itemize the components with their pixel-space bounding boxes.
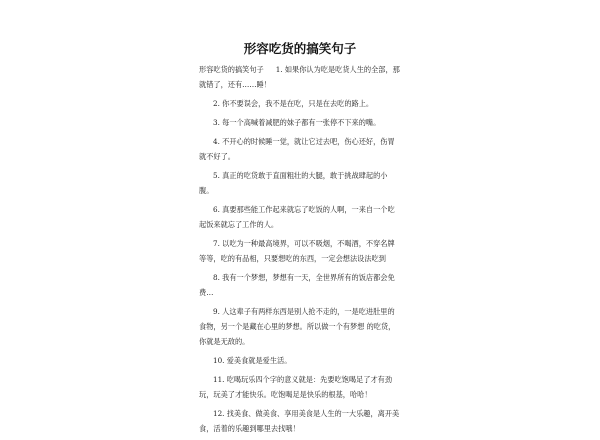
item-1-text: 1. 如果你认为吃是吃货人生的全部，那就错了，还有……睡！ bbox=[199, 65, 400, 89]
paragraph-11: 11. 吃喝玩乐四个字的意义就是：先要吃饱喝足了才有劲玩，玩美了才能快乐。吃饱喝足是快乐的根基，哈哈！ bbox=[199, 375, 393, 399]
paragraph-8: 8. 我有一个梦想，梦想有一天，全世界所有的饭店都会免费… bbox=[199, 273, 395, 297]
paragraph-3: 3. 每一个高喊着减肥的妹子都有一张停不下来的嘴。 bbox=[213, 118, 381, 127]
paragraph-9: 9. 人这辈子有两样东西是别人抢不走的，一是吃进肚里的食物，另一个是藏在心里的梦想。所以做一个有梦想 的吃货，你就是无敌的。 bbox=[199, 307, 396, 346]
paragraph-7: 7. 以吃为一种最高境界，可以不吸烟，不喝酒，不穿名牌等等，吃的有品相，只要想吃的东西，一定会想法设法吃到 bbox=[199, 239, 395, 263]
paragraph-6: 6. 真要那些能工作起来就忘了吃饭的人啊，一来自一个吃起饭来就忘了工作的人。 bbox=[199, 205, 395, 229]
paragraph-4: 4. 不开心的时候睡一觉，就让它过去吧，伤心还好，伤胃就不好了。 bbox=[199, 137, 395, 161]
paragraph-12: 12. 找美食、做美食、享用美食是人生的一大乐趣，离开美食，活着的乐趣到哪里去找哦！ bbox=[199, 409, 400, 433]
document-title: 形容吃货的搞笑句子 bbox=[243, 41, 357, 56]
paragraph-1 bbox=[199, 62, 401, 92]
document-body bbox=[199, 62, 401, 440]
paragraph-10: 10. 爱美食就是爱生活。 bbox=[213, 356, 292, 365]
paragraph-2: 2. 你不要误会，我不是在吃，只是在去吃的路上。 bbox=[213, 99, 374, 108]
paragraph-5: 5. 真正的吃货敢于直面粗壮的大腿，敢于挑战肆起的小腹。 bbox=[199, 171, 388, 195]
intro-text: 形容吃货的搞笑句子 bbox=[199, 65, 264, 74]
